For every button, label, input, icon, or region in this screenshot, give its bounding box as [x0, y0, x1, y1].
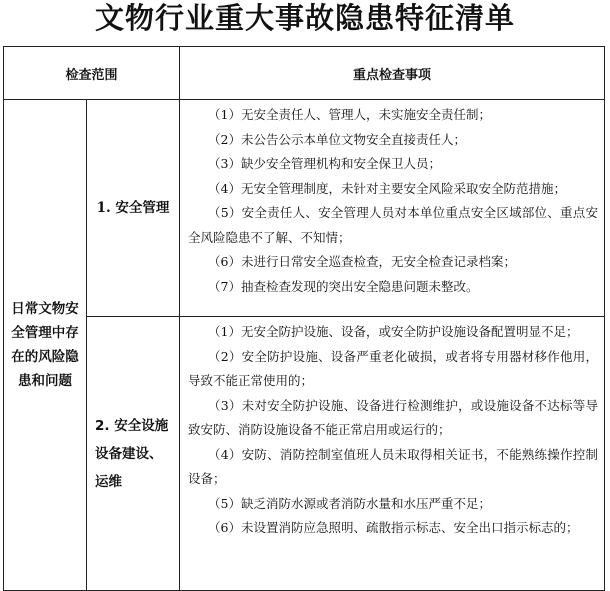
category-cell: 1. 安全管理 — [87, 100, 180, 317]
header-items: 重点检查事项 — [180, 47, 605, 100]
list-item: （1）无安全防护设施、设备，或安全防护设施设备配置明显不足； — [208, 324, 579, 339]
items-cell — [180, 100, 605, 317]
items-cell — [180, 317, 605, 591]
table-row — [4, 317, 605, 591]
checklist-table — [3, 46, 605, 591]
list-item: （6）未进行日常安全巡查检查，无安全检查记录档案； — [208, 254, 516, 269]
list-item: （4）安防、消防控制室值班人员未取得相关证书，不能熟练操作控制设备； — [188, 446, 598, 486]
scope-cell: 日常文物安全管理中存在的风险隐患和问题 — [4, 100, 87, 591]
header-scope: 检查范围 — [4, 47, 180, 100]
list-item: （2）未公告公示本单位文物安全直接责任人； — [208, 131, 466, 147]
list-item: （5）安全责任人、安全管理人员对本单位重点安全区域部位、重点安全风险隐患不了解、不知情； — [188, 205, 598, 245]
list-item: （3）未对安全防护设施、设备进行检测维护，或设施设备不达标等导致安防、消防设施设备不能正常启用或运行的； — [188, 397, 598, 437]
list-item: （3）缺少安全管理机构和安全保卫人员； — [208, 156, 441, 171]
list-item: （5）缺乏消防水源或者消防水量和水压严重不足； — [208, 495, 491, 511]
table-row — [4, 100, 605, 317]
list-item: （6）未设置消防应急照明、疏散指示标志、安全出口指示标志的； — [208, 520, 579, 535]
list-item: （7）抽查检查发现的突出安全隐患问题未整改。 — [208, 278, 479, 294]
category-cell: 2. 安全设施设备建设、运维 — [87, 317, 180, 591]
document-title: 文物行业重大事故隐患特征清单 — [94, 1, 515, 35]
header-row — [4, 47, 605, 100]
list-item: （1）无安全责任人、管理人，未实施安全责任制； — [208, 107, 491, 122]
list-item: （2）安全防护设施、设备严重老化破损，或者将专用器材移作他用，导致不能正常使用的； — [188, 348, 598, 388]
list-item: （4）无安全管理制度，未针对主要安全风险采取安全防范措施； — [208, 180, 566, 196]
